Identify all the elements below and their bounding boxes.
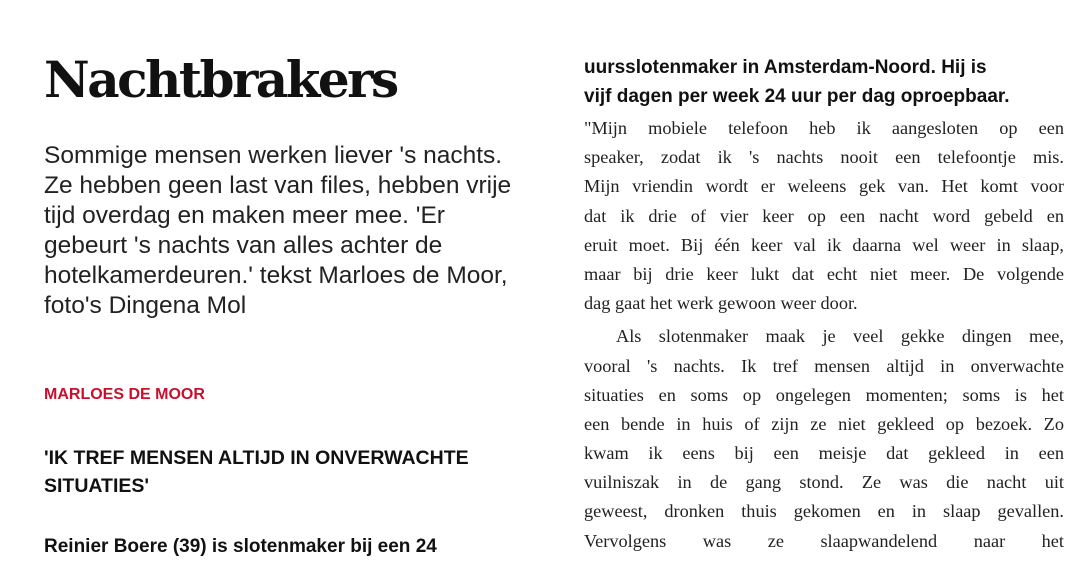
paragraph-2-line: Vervolgens was ze slaapwandelend naar het bbox=[584, 530, 1064, 551]
paragraph-2-line: vuilniszak in de gang stond. Ze was die nacht uit bbox=[584, 472, 1064, 493]
paragraph-1-line: dag gaat het werk gewoon weer door. bbox=[584, 293, 858, 314]
paragraph-2-line: Als slotenmaker maak je veel gekke dingen mee, bbox=[616, 326, 1064, 347]
lead-line: uursslotenmaker in Amsterdam-Noord. Hij is bbox=[584, 57, 987, 78]
paragraph-2-line: geweest, dronken thuis gekomen en in slaap gevallen. bbox=[584, 501, 1064, 522]
article-intro: Sommige mensen werken liever 's nachts. Ze hebben geen last van files, hebben vrije tijd overdag en maken meer mee. 'Er gebeurt 's nachts van alles achter de hotelkamerdeuren.' tekst Marloes de Moor, foto's Dingena Mol bbox=[44, 142, 512, 319]
author-byline: MARLOES DE MOOR bbox=[44, 386, 205, 403]
paragraph-2-line: vooral 's nachts. Ik tref mensen altijd in onverwachte bbox=[584, 355, 1064, 376]
article-title: Nachtbrakers bbox=[44, 50, 397, 109]
paragraph-1-line: eruit moet. Bij één keer val ik daarna wel weer in slaap, bbox=[584, 234, 1064, 255]
lead-line: vijf dagen per week 24 uur per dag oproepbaar. bbox=[584, 86, 1010, 107]
lead-text-start: Reinier Boere (39) is slotenmaker bij een 24 bbox=[44, 536, 437, 557]
paragraph-2-line: kwam ik eens bij een meisje dat gekleed in een bbox=[584, 443, 1064, 464]
quote-heading: 'IK TREF MENSEN ALTIJD IN ONVERWACHTE SITUATIES' bbox=[44, 447, 469, 497]
body-text bbox=[584, 114, 1064, 556]
paragraph-2-line: een bende in huis of zijn ze niet gekleed op bezoek. Zo bbox=[584, 413, 1064, 434]
paragraph-1-line: "Mijn mobiele telefoon heb ik aangesloten op een bbox=[584, 118, 1064, 138]
paragraph-1-line: dat ik drie of vier keer op een nacht word gebeld en bbox=[584, 205, 1064, 226]
paragraph-1-line: maar bij drie keer lukt dat echt niet meer. De volgende bbox=[584, 263, 1064, 284]
paragraph-1-line: speaker, zodat ik 's nachts nooit een telefoontje mis. bbox=[584, 147, 1064, 168]
paragraph-2-line: situaties en soms op ongelegen momenten; soms is het bbox=[584, 384, 1064, 405]
paragraph-1-line: Mijn vriendin wordt er weleens gek van. Het komt voor bbox=[584, 176, 1064, 197]
lead-text-continued bbox=[584, 53, 1064, 111]
